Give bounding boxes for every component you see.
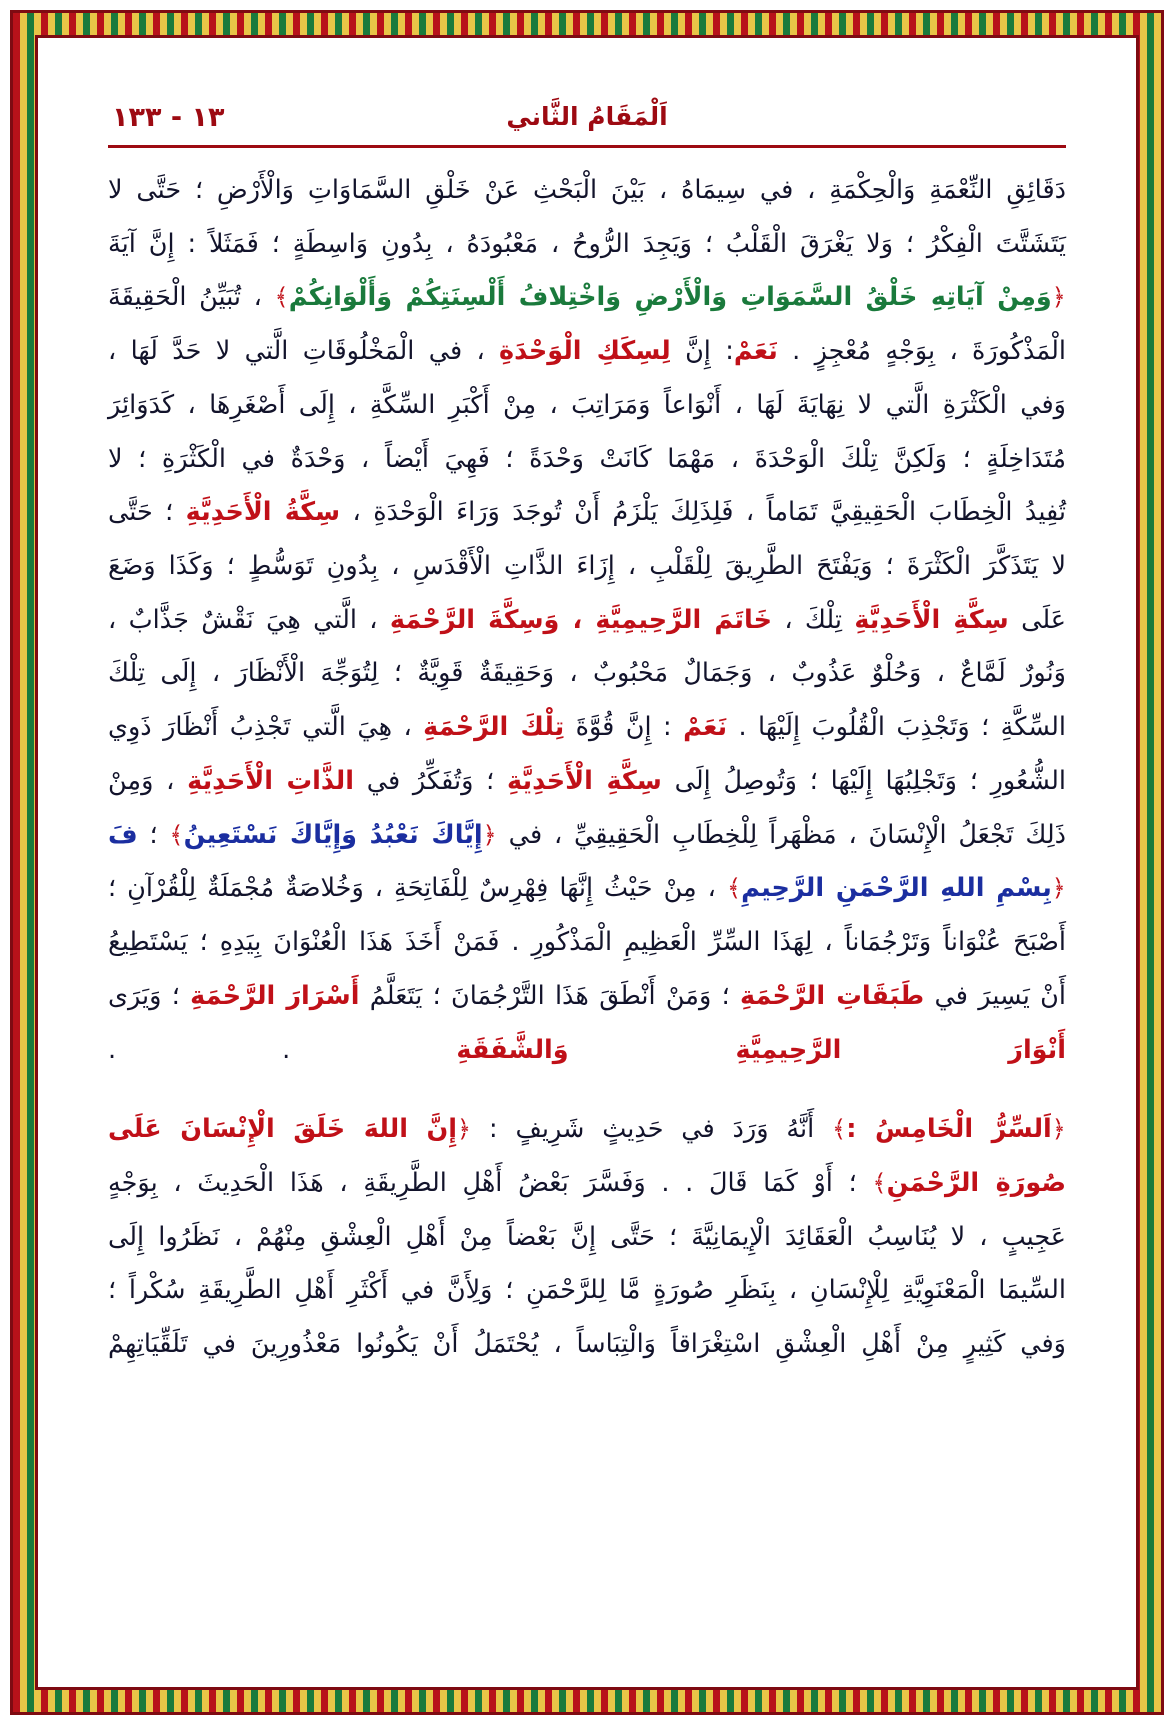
text-line: أَصْبَحَ عُنْوَاناً وَتَرْجُمَاناً ، لِهَذَا السِّرِّ الْعَظِيمِ الْمَذْكُورِ . فَمَنْ أَخَذَ هَذَا الْعُنْوَانَ بِيَدِهِ ؛ يَسْتَطِيعُ <box>108 927 1066 958</box>
text-line: ﴿وَمِنْ آيَاتِهِ خَلْقُ السَّمَوَاتِ وَالْأَرْضِ وَاخْتِلافُ أَلْسِنَتِكُمْ وَأَلْوَانِكُمْ﴾ ، تُبَيِّنُ الْحَقِيقَةَ <box>108 282 1066 313</box>
text-line: عَجِيبٍ ، لا يُنَاسِبُ الْعَقَائِدَ الْإِيمَانِيَّةَ ؛ حَتَّى إِنَّ بَعْضاً مِنْ أَهْلِ الْعِشْقِ مِنْهُمْ ، نَظَرُوا إِلَى <box>108 1221 1066 1252</box>
text-line: أَنْوَارَ الرَّحِيمِيَّةِ وَالشَّفَقَةِ . . <box>108 1034 1066 1065</box>
text-line: ﴿اَلسِّرُّ الْخَامِسُ :﴾ أَنَّهُ وَرَدَ في حَدِيثٍ شَرِيفٍ : ﴿إِنَّ اللهَ خَلَقَ الْإِنْسَانَ عَلَى <box>108 1114 1066 1145</box>
text-line: تُفِيدُ الْخِطَابَ الْحَقِيقِيَّ تَمَاماً ، فَلِذَلِكَ يَلْزَمُ أَنْ تُوجَدَ وَرَاءَ الْوَحْدَةِ ، سِكَّةُ الْأَحَدِيَّةِ ؛ حَتَّى <box>108 497 1067 528</box>
text-line: صُورَةِ الرَّحْمَنِ﴾ ؛ أَوْ كَمَا قَالَ . . وَفَسَّرَ بَعْضُ أَهْلِ الطَّرِيقَةِ ، هَذَا الْحَدِيثَ ، بِوَجْهٍ <box>108 1167 1066 1198</box>
ornamental-border-inner <box>35 35 1139 1690</box>
text-line: دَقَائِقِ النِّعْمَةِ وَالْحِكْمَةِ ، في سِيمَاهُ ، بَيْنَ الْبَحْثِ عَنْ خَلْقِ السَّمَاوَاتِ وَالْأَرْضِ ؛ حَتَّى لا <box>108 175 1066 205</box>
text-line: أَنْ يَسِيرَ في طَبَقَاتِ الرَّحْمَةِ ؛ وَمَنْ أَنْطَقَ هَذَا التَّرْجُمَانَ ؛ يَتَعَلَّمُ أَسْرَارَ الرَّحْمَةِ ؛ وَيَرَى <box>108 980 1066 1011</box>
paragraph-spacer <box>108 1079 1066 1105</box>
text-line: وَفي كَثِيرٍ مِنْ أَهْلِ الْعِشْقِ اسْتِغْرَاقاً وَالْتِبَاساً ، يُحْتَمَلُ أَنْ يَكُونُوا مَعْذُورِينَ في تَلَقِّيَاتِهِمْ <box>108 1329 1066 1360</box>
text-line: ذَلِكَ تَجْعَلُ الْإِنْسَانَ ، مَظْهَراً لِلْخِطَابِ الْحَقِيقِيِّ ، في ﴿إِيَّاكَ نَعْبُدُ وَإِيَّاكَ نَسْتَعِينُ﴾ ؛ فَ <box>108 819 1066 850</box>
page-title: اَلْمَقَامُ الثَّاني <box>506 102 668 131</box>
text-line: الشُّعُورِ ؛ وَتَجْلِبُهَا إِلَيْهَا ؛ وَتُوصِلُ إِلَى سِكَّةِ الْأَحَدِيَّةِ ؛ وَتُفَكِّرُ في الذَّاتِ الْأَحَدِيَّةِ ، وَمِنْ <box>108 765 1067 796</box>
text-line: ﴿بِسْمِ اللهِ الرَّحْمَنِ الرَّحِيمِ﴾ ، مِنْ حَيْثُ إِنَّهَا فِهْرِسٌ لِلْفَاتِحَةِ ، وَخُلاصَةٌ مُجْمَلَةٌ لِلْقُرْآنِ ؛ <box>108 873 1066 904</box>
page-number: ١٣ - ١٣٣ <box>112 102 225 133</box>
text-line: عَلَى سِكَّةِ الْأَحَدِيَّةِ تِلْكَ ، خَاتَمَ الرَّحِيمِيَّةِ ، وَسِكَّةَ الرَّحْمَةِ ، الَّتي هِيَ نَقْشٌ جَذَّابٌ ، <box>108 604 1066 635</box>
body-text <box>104 166 1070 1370</box>
text-line: يَتَشَتَّتَ الْفِكْرُ ؛ وَلا يَغْرَقَ الْقَلْبُ ؛ وَيَجِدَ الرُّوحُ ، مَعْبُودَهُ ، بِدُونِ وَاسِطَةٍ ؛ فَمَثَلاً : إِنَّ آيَةَ <box>108 228 1066 259</box>
text-line: السِّيمَا الْمَعْنَوِيَّةِ لِلْإِنْسَانِ ، بِنَظَرِ صُورَةٍ مَّا لِلرَّحْمَنِ ؛ وَلِأَنَّ في أَكْثَرِ أَهْلِ الطَّرِيقَةِ سُكْراً ؛ <box>108 1275 1066 1306</box>
text-line: السِّكَّةِ ؛ وَتَجْذِبَ الْقُلُوبَ إِلَيْهَا . نَعَمْ : إِنَّ قُوَّةَ تِلْكَ الرَّحْمَةِ ، هِيَ الَّتي تَجْذِبُ أَنْظَارَ ذَوِي <box>108 712 1066 743</box>
text-line: الْمَذْكُورَةَ ، بِوَجْهٍ مُعْجِزٍ . نَعَمْ: إِنَّ لِسِكَكِ الْوَحْدَةِ ، في الْمَخْلُوقَاتِ الَّتي لا حَدَّ لَهَا ، <box>108 336 1066 367</box>
page-content <box>84 84 1090 1641</box>
page-header <box>104 102 1070 139</box>
text-line: وَفي الْكَثْرَةِ الَّتي لا نِهَايَةَ لَهَا ، أَنْوَاعاً وَمَرَاتِبَ ، مِنْ أَكْبَرِ السِّكَّةِ ، إِلَى أَصْغَرِهَا ، كَدَوَائِرَ <box>108 389 1066 420</box>
text-line: لا يَتَذَكَّرَ الْكَثْرَةَ ؛ وَيَفْتَحَ الطَّرِيقَ لِلْقَلْبِ ، إِزَاءَ الذَّاتِ الْأَقْدَسِ ، بِدُونِ تَوَسُّطٍ ؛ وَكَذَا وَضَعَ <box>108 551 1066 582</box>
header-divider <box>108 145 1066 148</box>
text-line: وَنُورٌ لَمَّاعٌ ، وَحُلْوٌ عَذُوبٌ ، وَجَمَالٌ مَحْبُوبٌ ، وَحَقِيقَةٌ قَوِيَّةٌ ؛ لِتُوَجِّهَ الْأَنْظَارَ ، إِلَى تِلْكَ <box>108 658 1066 689</box>
ornamental-border-outer <box>10 10 1164 1715</box>
text-line: مُتَدَاخِلَةٍ ؛ وَلَكِنَّ تِلْكَ الْوَحْدَةَ ، مَهْمَا كَانَتْ وَحْدَةً ؛ فَهِيَ أَيْضاً ، وَحْدَةٌ في الْكَثْرَةِ ؛ لا <box>108 443 1066 474</box>
